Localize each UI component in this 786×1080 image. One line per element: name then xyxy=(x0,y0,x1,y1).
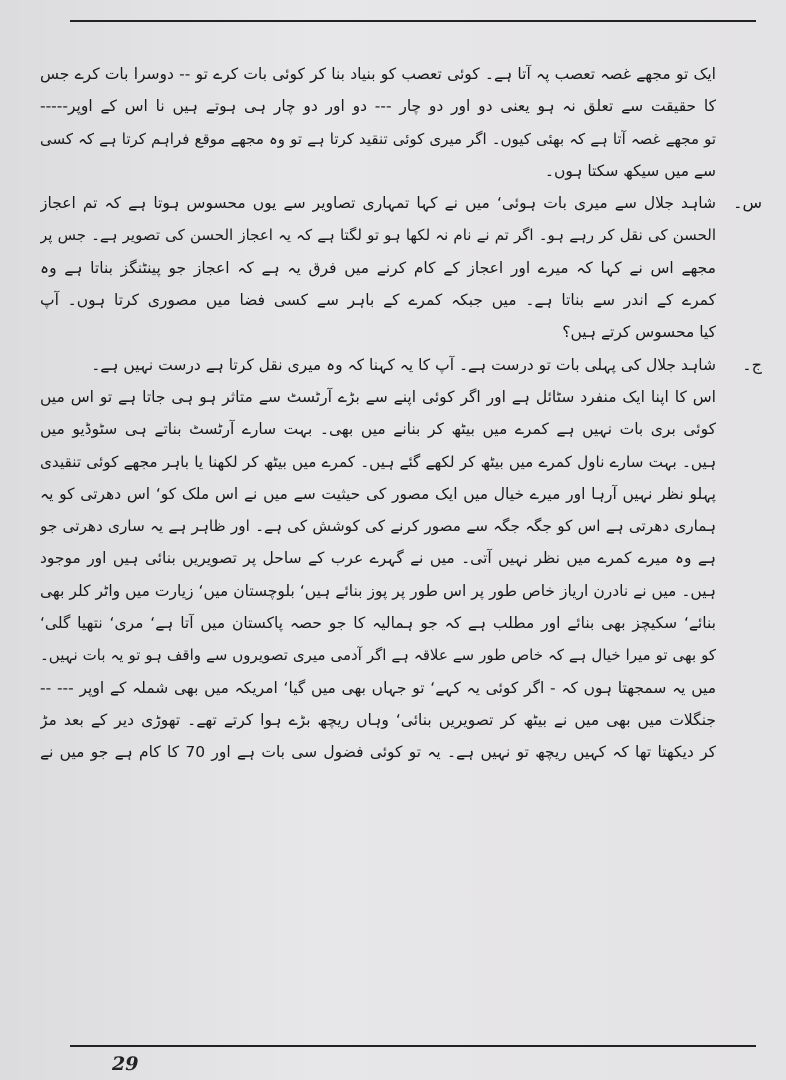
text-line: ایک تو مجھے غصہ تعصب پہ آتا ہے۔ کوئی تعصب کو بنیاد بنا کر کوئی بات کرے تو -- دوسرا بات کرے جس xyxy=(40,65,716,83)
text-line: پہلو نظر نہیں آرہا اور میرے خیال میں ایک مصور کی حیثیت سے میں نے اس ملک کو‘ اس دھرتی کو یہ xyxy=(40,484,716,503)
text-line: تو مجھے غصہ آتا ہے کہ بھئی کیوں۔ اگر میری کوئی تنقید کرتا ہے تو وہ مجھے موقع فراہم کرتا ہے کہ کسی xyxy=(40,129,716,148)
text-line: کمرے کے اندر سے بناتا ہے۔ میں جبکہ کمرے کے باہر سے کسی فضا میں مصوری کرتا ہوں۔ آپ xyxy=(40,291,716,310)
text-line: شاہد جلال کی پہلی بات تو درست ہے۔ آپ کا یہ کہنا کہ وہ میری نقل کرتا ہے درست نہیں ہے۔ xyxy=(91,355,716,374)
paragraph-question xyxy=(40,187,762,348)
text-line: اس کا اپنا ایک منفرد سٹائل ہے اور اگر کوئی اپنے سے بڑے آرٹسٹ سے متاثر ہو ہی جاتا ہے تو اس میں xyxy=(40,387,716,406)
paragraph-intro xyxy=(40,58,716,187)
text-line: کا حقیقت سے تعلق نہ ہو یعنی دو اور دو چار --- دو اور دو چار ہی ہوتے ہیں نا اس کے اوپر----- xyxy=(40,97,716,116)
text-line: میں یہ سمجھتا ہوں کہ - اگر کوئی یہ کہے‘ تو جہاں بھی میں گیا‘ امریکہ میں بھی شملہ کے اوپر --- -- xyxy=(40,678,716,697)
text-line: کیا محسوس کرتے ہیں؟ xyxy=(562,323,716,342)
answer-marker: ج۔ xyxy=(742,354,762,374)
text-line: ہیں۔ بہت سارے ناول کمرے میں بیٹھ کر لکھے گئے ہیں۔ کمرے میں بیٹھ کر لکھنا یا باہر مجھے کوئی تنقیدی xyxy=(40,452,716,471)
top-rule xyxy=(70,20,756,22)
page-body xyxy=(40,58,762,769)
text-line: کوئی بری بات نہیں ہے کمرے میں بیٹھ کر بنانے میں بھی۔ بہت سارے آرٹسٹ بناتے ہی سٹوڈیو میں xyxy=(40,420,716,439)
page-number: 29 xyxy=(112,1053,139,1075)
text-line: کر دیکھتا تھا کہ کہیں ریچھ تو نہیں ہے۔ یہ تو کوئی فضول سی بات ہے اور 70 کا کام ہے جو میں نے xyxy=(40,743,716,762)
text-line: ہے وہ میرے کمرے میں نظر نہیں آتی۔ میں نے گہرے عرب کے ساحل پر تصویریں بنائی ہیں اور موجود xyxy=(40,549,716,568)
text-line: بنائے‘ سکیچز بھی بنائے اور مطلب ہے کہ جو ہمالیہ کا جو حصہ پاکستان میں آتا ہے‘ مری‘ نتھیا گلی‘ xyxy=(40,614,716,633)
text-line: کو بھی تو میرا خیال ہے کہ خاص طور سے علاقہ ہے اگر آدمی میری تصویروں سے واقف ہو تو یہ بات نہیں۔ xyxy=(40,646,716,665)
text-line: ہماری دھرتی ہے اس کو جگہ جگہ سے مصور کرنے کی کوشش کی ہے۔ اور ظاہر ہے یہ ساری دھرتی جو xyxy=(40,517,716,536)
text-line: ہیں۔ میں نے نادرن اریاز خاص طور پر اس طور پر پوز بنائے ہیں‘ بلوچستان میں‘ زیارت میں واٹر کلر بھی xyxy=(40,581,716,600)
text-line: سے میں سیکھ سکتا ہوں۔ xyxy=(544,161,716,180)
text-line: الحسن کی نقل کر رہے ہو۔ اگر تم نے نام نہ لکھا ہو تو لگتا ہے کہ یہ اعجاز الحسن کی تصویر ہے۔ جس پر xyxy=(40,226,716,245)
text-line: مجھے اس نے کہا کہ میرے اور اعجاز کے کام کرنے میں فرق یہ ہے کہ اعجاز جو پینٹنگز بناتا ہے وہ xyxy=(40,258,716,277)
question-marker: س۔ xyxy=(733,193,762,213)
text-line: شاہد جلال سے میری بات ہوئی‘ میں نے کہا تمہاری تصاویر سے یوں محسوس ہوتا ہے کہ تم اعجاز xyxy=(40,194,716,213)
text-line: جنگلات میں بھی میں نے بیٹھ کر تصویریں بنائی‘ وہاں ریچھ بڑے ہوا کرتے تھے۔ تھوڑی دیر کے بعد مڑ xyxy=(40,710,716,729)
paragraph-answer xyxy=(40,349,762,769)
bottom-rule xyxy=(70,1045,756,1047)
